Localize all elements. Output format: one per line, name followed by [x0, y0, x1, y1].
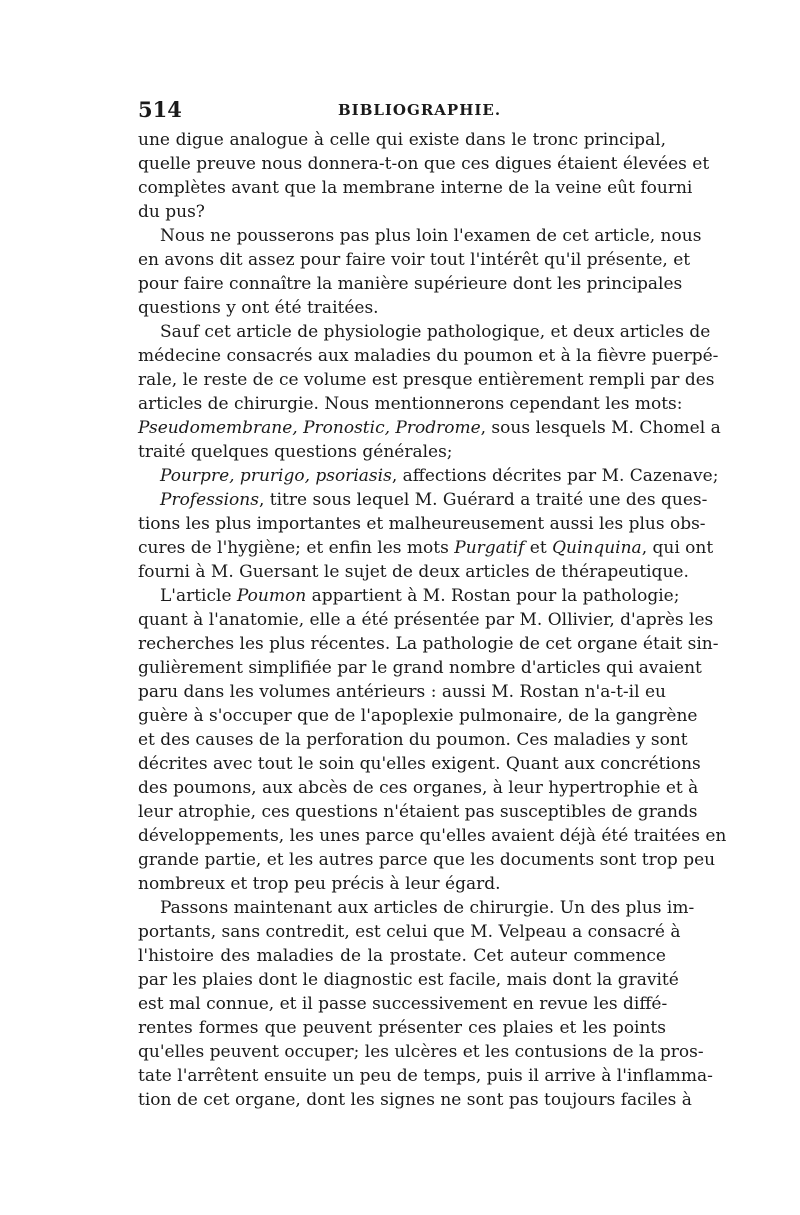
- line-text: et: [524, 538, 553, 558]
- text-line: fourni à M. Guersant le sujet de deux articles de thérapeutique.: [138, 562, 689, 582]
- text-line: qu'elles peuvent occuper; les ulcères et les contusions de la pros-: [138, 1042, 704, 1062]
- text-line: questions y ont été traitées.: [138, 298, 379, 318]
- text-line: tions les plus importantes et malheureusement aussi les plus obs-: [138, 514, 706, 534]
- text-line: gulièrement simplifiée par le grand nombre d'articles qui avaient: [138, 658, 702, 678]
- page-number: 514: [138, 97, 182, 122]
- text-line: guère à s'occuper que de l'apoplexie pulmonaire, de la gangrène: [138, 706, 698, 726]
- text-line: recherches les plus récentes. La pathologie de cet organe était sin-: [138, 634, 719, 654]
- text-line: du pus?: [138, 202, 205, 222]
- text-line: [138, 488, 708, 512]
- text-line: une digue analogue à celle qui existe dans le tronc principal,: [138, 130, 666, 150]
- text-line: [138, 584, 680, 608]
- italic-term: Purgatif: [454, 538, 525, 558]
- italic-term: Pourpre, prurigo, psoriasis: [160, 466, 392, 486]
- text-line: des poumons, aux abcès de ces organes, à leur hypertrophie et à: [138, 778, 699, 798]
- text-line: l'histoire des maladies de la prostate. Cet auteur commence: [138, 946, 666, 966]
- running-title: BIBLIOGRAPHIE.: [338, 101, 502, 119]
- text-line: complètes avant que la membrane interne de la veine eût fourni: [138, 178, 693, 198]
- italic-term: Quinquina: [552, 538, 642, 558]
- text-line: par les plaies dont le diagnostic est facile, mais dont la gravité: [138, 970, 679, 990]
- italic-term: Poumon: [236, 586, 307, 606]
- line-text: , qui ont: [641, 538, 714, 558]
- body-text: [138, 128, 727, 1112]
- text-line: Nous ne pousserons pas plus loin l'examen de cet article, nous: [160, 226, 702, 246]
- line-text: appartient à M. Rostan pour la pathologie;: [306, 586, 680, 606]
- text-line: tate l'arrêtent ensuite un peu de temps, puis il arrive à l'inflamma-: [138, 1066, 713, 1086]
- text-line: articles de chirurgie. Nous mentionnerons cependant les mots:: [138, 394, 683, 414]
- text-line: leur atrophie, ces questions n'étaient pas susceptibles de grands: [138, 802, 698, 822]
- line-text: , affections décrites par M. Cazenave;: [391, 466, 719, 486]
- italic-term: Pseudomembrane, Pronostic, Prodrome: [138, 418, 481, 438]
- text-line: nombreux et trop peu précis à leur égard.: [138, 874, 501, 894]
- text-line: est mal connue, et il passe successivement en revue les diffé-: [138, 994, 668, 1014]
- text-line: pour faire connaître la manière supérieure dont les principales: [138, 274, 683, 294]
- text-line: Sauf cet article de physiologie pathologique, et deux articles de: [160, 322, 711, 342]
- text-line: en avons dit assez pour faire voir tout l'intérêt qu'il présente, et: [138, 250, 691, 270]
- text-line: Passons maintenant aux articles de chirurgie. Un des plus im-: [160, 898, 695, 918]
- line-text: , sous lesquels M. Chomel a: [480, 418, 721, 438]
- text-line: [138, 536, 714, 560]
- line-text: , titre sous lequel M. Guérard a traité une des ques-: [258, 490, 708, 510]
- text-line: [138, 464, 719, 488]
- text-line: décrites avec tout le soin qu'elles exigent. Quant aux concrétions: [138, 754, 701, 774]
- text-line: quant à l'anatomie, elle a été présentée par M. Ollivier, d'après les: [138, 610, 714, 630]
- page-header: [138, 97, 666, 127]
- text-line: développements, les unes parce qu'elles avaient déjà été traitées en: [138, 826, 727, 846]
- line-text: cures de l'hygiène; et enfin les mots: [138, 538, 449, 558]
- text-line: quelle preuve nous donnera-t-on que ces digues étaient élevées et: [138, 154, 710, 174]
- italic-term: Professions: [160, 490, 259, 510]
- text-line: portants, sans contredit, est celui que M. Velpeau a consacré à: [138, 922, 681, 942]
- text-line: grande partie, et les autres parce que les documents sont trop peu: [138, 850, 716, 870]
- text-line: [138, 416, 721, 440]
- text-line: médecine consacrés aux maladies du poumon et à la fièvre puerpé-: [138, 346, 719, 366]
- line-text: L'article: [160, 586, 232, 606]
- text-line: rale, le reste de ce volume est presque entièrement rempli par des: [138, 370, 715, 390]
- text-line: et des causes de la perforation du poumon. Ces maladies y sont: [138, 730, 688, 750]
- text-line: paru dans les volumes antérieurs : aussi M. Rostan n'a-t-il eu: [138, 682, 666, 702]
- text-line: rentes formes que peuvent présenter ces plaies et les points: [138, 1018, 666, 1038]
- text-line: tion de cet organe, dont les signes ne sont pas toujours faciles à: [138, 1090, 692, 1110]
- text-line: traité quelques questions générales;: [138, 442, 453, 462]
